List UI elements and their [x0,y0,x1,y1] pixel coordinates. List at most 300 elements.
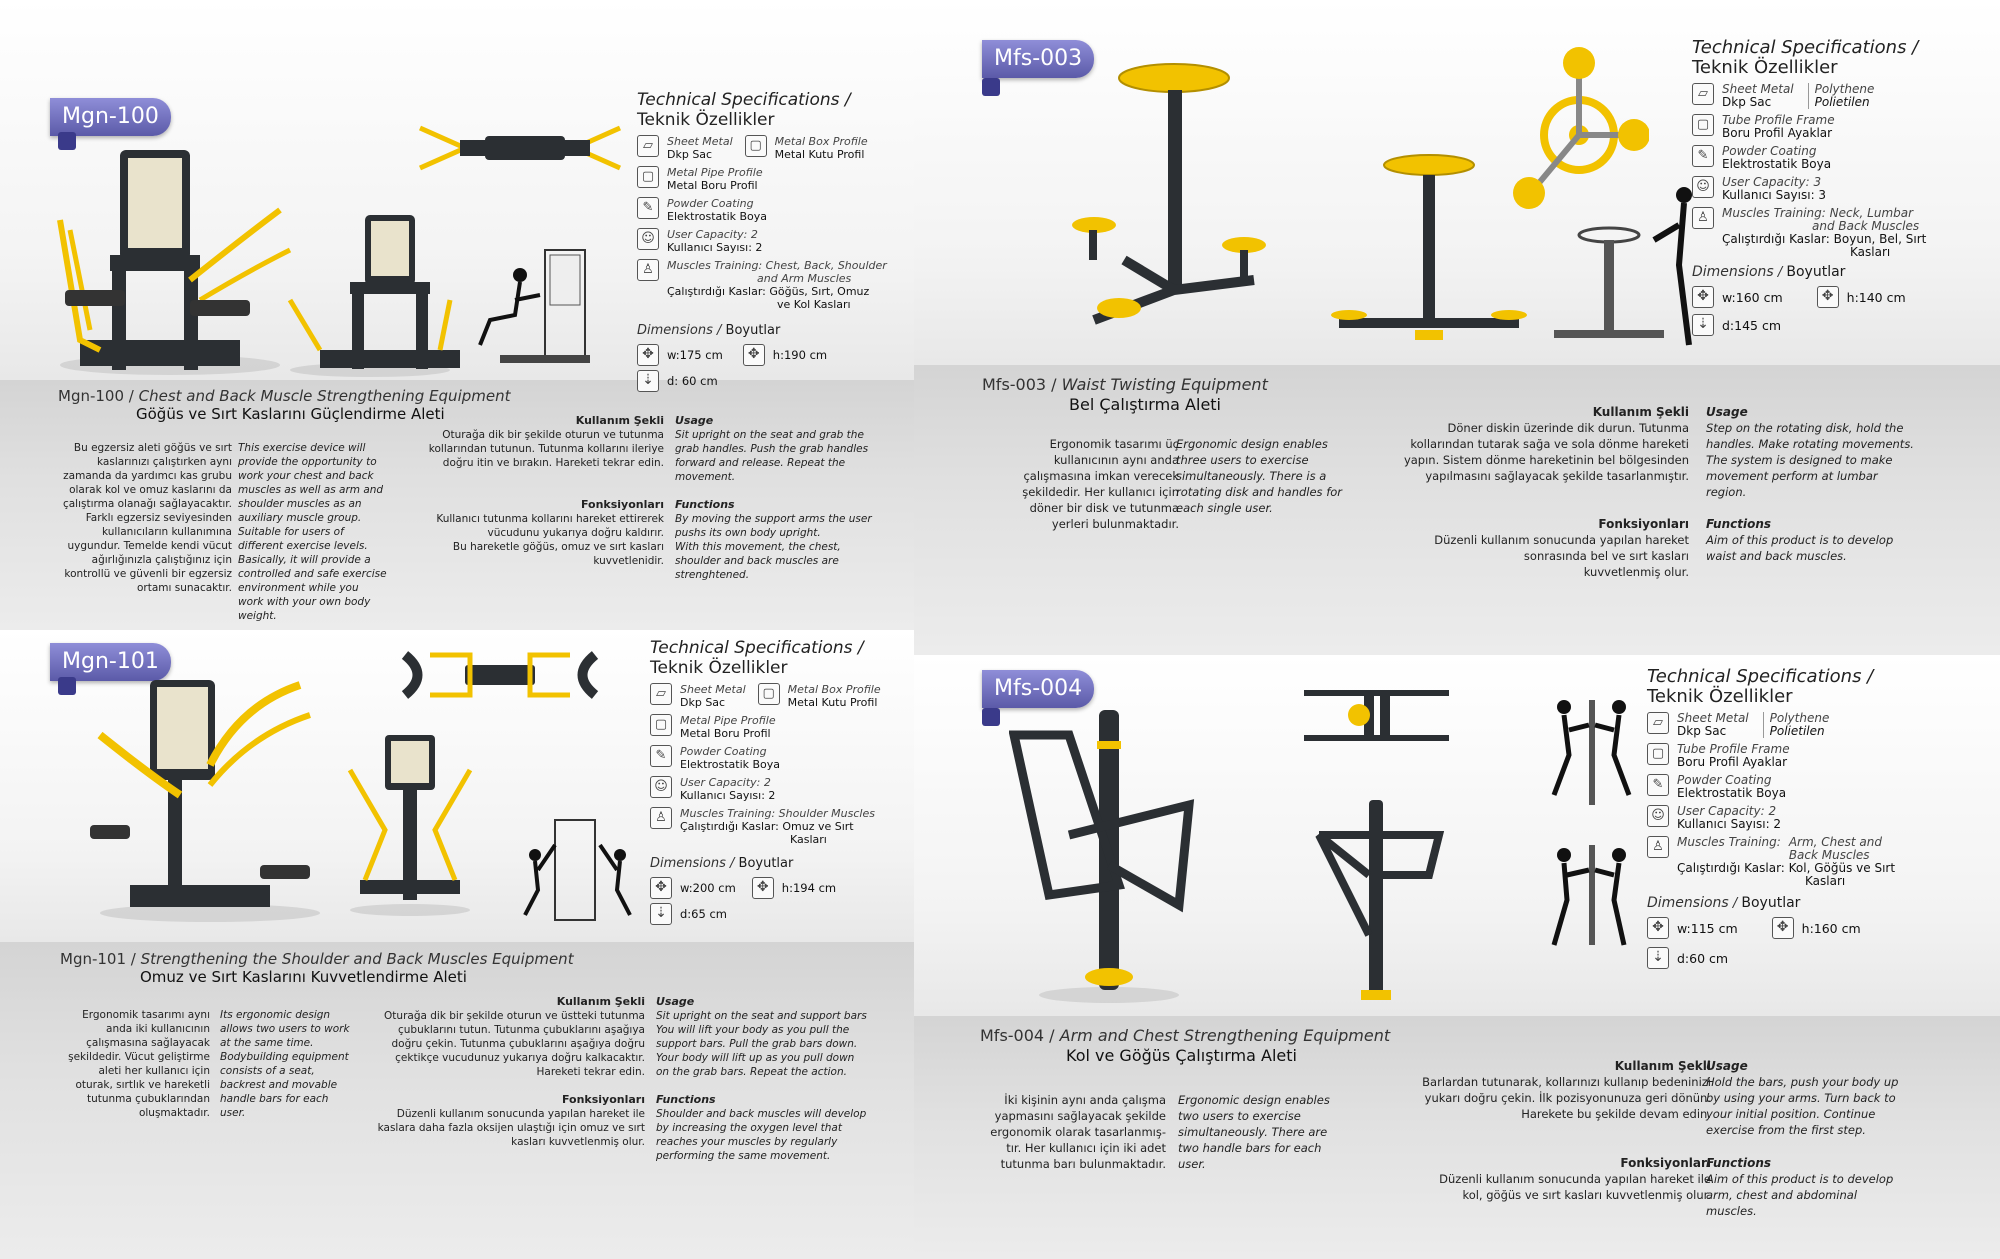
sheet-metal-icon: ▱ [1647,712,1669,734]
muscles-label-2: and Arm Muscles [757,272,852,285]
coat-label: Powder Coating [1677,773,1772,787]
equipment-title-tr: Omuz ve Sırt Kaslarını Kuvvetlendirme Aleti [140,968,467,986]
usage-en [1706,1058,1966,1138]
equipment-title-tr: Bel Çalıştırma Aleti [1069,395,1221,414]
spray-gun-icon: ✎ [1647,774,1669,796]
muscles-label: Muscles Training: Chest, Back, Shoulder [667,259,887,272]
machine-front-view [1319,150,1539,350]
frame-label: Tube Profile Frame [1722,113,1835,127]
text-line: handle bars for each [220,1093,329,1105]
depth-value: d:65 cm [680,907,727,921]
box-value: Metal Kutu Profil [787,696,878,709]
text-line: yapmasını sağlayacak şekilde [994,1109,1166,1123]
tube-frame-icon: ▢ [1647,743,1669,765]
users-icon: ☺ [1647,805,1669,827]
description-en [238,441,398,623]
coat-label: Powder Coating [1722,144,1817,158]
capacity-value: Kullanıcı Sayısı: 2 [680,789,776,802]
text-line: region. [1706,485,1747,499]
functions-en [1706,516,1966,564]
machine-front-view [345,730,475,920]
text-line: provide the opportunity to [238,456,377,468]
text-line: Its ergonomic design [220,1009,331,1021]
product-code-badge: Mgn-101 [50,643,171,681]
spec-title-tr: Teknik Özellikler [650,658,788,678]
text-line: anda iki kullanıcının [106,1023,210,1035]
capacity-label: User Capacity: 3 [1722,175,1822,189]
text-line: kollarından tutarak sağa ve sola dönme hareketi [1410,437,1689,451]
usage-heading-tr: Kullanım Şekli [575,414,664,427]
title-en: Strengthening the Shoulder and Back Muscles Equipment [140,950,574,968]
text-line: kullanıcıların kullanımına [101,526,232,538]
coat-value: Elektrostatik Boya [680,758,781,771]
functions-heading-tr: Fonksiyonları [561,1093,645,1106]
badge-tab [982,78,1000,96]
muscles-value-2: Kasları [1850,245,1891,259]
text-line: kullanıcının aynı anda [1053,453,1179,467]
text-line: oluşmaktadır. [138,1107,210,1119]
text-line: yapın. Sistem dönme hareketinin bel bölgesinden [1403,453,1689,467]
users-icon: ☺ [1692,176,1714,198]
product-panel-mgn-101 [0,630,914,1259]
functions-tr [370,1093,645,1149]
sheet-value: Dkp Sac [1677,724,1727,738]
muscle-icon: ♙ [650,807,672,829]
tech-specs: Technical Specifications / Teknik Özellikler ▱ Sheet Metal Dkp Sac Polythene Polietilen ▢ Tube Profile Frame Boru Profil Ayaklar ✎ Powder Coating Elektrostatik Boya ☺ User Capacity: 2 Kullanıcı Sayısı: 2 ♙ Muscles Training: Arm, Chest and Back Muscles Çalıştırdığı Kaslar: Kol, Göğüs ve Sırt Kasları Dimensions / Boyutlar ✥ w:115 cm ✥ h:160 cm ⇣ d:60 cm [1647,667,1947,969]
text-line: kaslara daha fazla oksijen ulaştığı için omuz ve sırt [377,1122,645,1134]
text-line: kuvvetlenmiş olur. [1583,565,1689,579]
text-line: Hold the bars, push your body up [1706,1075,1899,1089]
machine-main-view [90,675,330,925]
text-line: döner bir disk ve tutunma [1029,501,1179,515]
usage-tr [410,414,664,470]
text-line: Aim of this product is to develop [1706,533,1894,547]
text-line: Düzenli kullanım sonucunda yapılan hareket ile [396,1108,645,1120]
text-line: tutunma çubuklarından [86,1093,210,1105]
height-value: h:190 cm [772,348,828,362]
tech-specs: Technical Specifications / Teknik Özellikler ▱ Sheet Metal Dkp Sac ▢ Metal Box Profile Metal Kutu Profil ▢ Metal Pipe Profile Metal Boru Profil ✎ Powder Coating Elektrostatik Boya ☺ User Capacity: 2 Kullanıcı Sayısı: 2 ♙ Muscles Training: Shoulder Muscles Çalıştırdığı Kaslar: Omuz ve Sırt Kasları Dimensions / Boyutlar ✥ w:200 cm ✥ h:194 cm ⇣ d:65 cm [650,638,910,925]
dims-title-tr: Boyutlar [738,856,794,871]
functions-tr [1354,516,1689,580]
height-value: h:160 cm [1801,920,1861,936]
description-en [1176,436,1366,516]
text-line: Sit upright on the seat and grab the [675,429,864,441]
text-line: rotating disk and handles for [1176,485,1343,499]
text-line: yerleri bulunmaktadır. [1051,517,1179,531]
sheet-value: Dkp Sac [667,148,713,161]
height-icon: ✥ [752,877,774,899]
text-line: ergonomik olarak tasarlanmış- [990,1125,1166,1139]
product-panel-mfs-003 [914,0,2000,655]
muscles-label-2: and Back Muscles [1812,219,1920,233]
text-line: İki kişinin aynı anda çalışma [1004,1093,1166,1107]
text-line: user. [220,1107,246,1119]
dims-title: Dimensions [637,323,713,338]
text-line: çektikçe vucudunuz yukarıya doğru kalkacaktır. [395,1052,645,1064]
usage-tr [370,995,645,1079]
machine-main-view [1009,705,1209,1005]
text-line: tutunma barı bulunmaktadır. [1000,1157,1166,1171]
dims-title-tr: Boyutlar [1741,895,1801,911]
text-line: oturak, sırtlık ve hareketli [75,1079,210,1091]
text-line: performing the same movement. [656,1150,831,1162]
muscles-value-2: ve Kol Kasları [777,298,851,311]
depth-icon: ⇣ [637,370,659,392]
dims-title: Dimensions [650,856,726,871]
usage-illustration [1544,185,1694,355]
sheet-label: Sheet Metal [667,135,733,148]
spec-title-tr: Teknik Özellikler [1647,686,1793,707]
pipe-value: Metal Boru Profil [680,727,771,740]
text-line: each single user. [1176,501,1273,515]
depth-icon: ⇣ [650,903,672,925]
text-line: user. [1178,1157,1206,1171]
usage-heading-en: Usage [1706,1059,1748,1073]
text-line: consists of a seat, [220,1065,315,1077]
box-profile-icon: ▢ [758,683,780,705]
text-line: work with your own body [238,596,371,608]
text-line: allows two users to work [220,1023,350,1035]
users-icon: ☺ [650,776,672,798]
text-line: shoulder muscles as an [238,498,362,510]
width-value: w:160 cm [1722,289,1783,305]
polythene-value: Polietilen [1769,724,1825,738]
functions-heading-tr: Fonksiyonları [1598,517,1689,531]
product-panel-mfs-004 [914,655,2000,1259]
usage-illustration [520,815,640,930]
text-line: Ergonomic design enables [1176,437,1328,451]
dims-title: Dimensions [1692,264,1774,280]
text-line: Farklı egzersiz seviyesinden [85,512,232,524]
text-line: Ergonomik tasarımı aynı [82,1009,210,1021]
polythene-label: Polythene [1814,82,1875,96]
text-line: olarak kol ve omuz kaslarını da [69,484,232,496]
text-line: Sit upright on the seat and support bars [656,1010,867,1022]
pipe-profile-icon: ▢ [637,166,659,188]
text-line: arm, chest and abdominal [1706,1188,1858,1202]
box-value: Metal Kutu Profil [774,148,865,161]
text-line: by increasing the oxygen level that [656,1122,842,1134]
muscles-label: Muscles Training: Shoulder Muscles [680,807,875,820]
text-line: your initial position. Continue [1706,1107,1876,1121]
text-line: backrest and movable [220,1079,338,1091]
functions-heading-tr: Fonksiyonları [1620,1156,1711,1170]
equipment-title [58,387,510,405]
text-line: çubuklarını tutun. Tutunma çubuklarını aşağıya [398,1024,645,1036]
description-tr [974,1092,1166,1172]
box-profile-icon: ▢ [745,135,767,157]
text-line: ortamı sunacaktır. [136,582,232,594]
height-value: h:194 cm [781,881,837,895]
equipment-title [60,950,574,968]
usage-heading-en: Usage [1706,405,1748,419]
description-en [220,1008,370,1120]
machine-main-view [1064,60,1274,350]
spec-title-tr: Teknik Özellikler [1692,57,1838,78]
pipe-label: Metal Pipe Profile [667,166,763,179]
functions-en [1706,1155,1966,1219]
sheet-label: Sheet Metal [1722,82,1794,96]
height-icon: ✥ [743,344,765,366]
product-code-badge: Mfs-003 [982,40,1094,78]
text-line: support bars. Pull the grab bars down. [656,1038,858,1050]
polythene-value: Polietilen [1814,95,1870,109]
text-line: Oturağa dik bir şekilde oturun ve tutunma [442,429,664,441]
text-line: You will lift your body as you pull the [656,1024,850,1036]
spec-title: Technical Specifications / [1692,37,1919,58]
sheet-value: Dkp Sac [1722,95,1772,109]
usage-illustration [1539,695,1649,955]
depth-icon: ⇣ [1692,314,1714,336]
functions-tr [410,498,664,568]
width-icon: ✥ [650,877,672,899]
text-line: tır. Her kullanıcı için iki adet [1006,1141,1166,1155]
capacity-label: User Capacity: 2 [680,776,771,789]
text-line: yapılmasını sağlayacak şekilde tasarlanmıştır. [1425,469,1689,483]
text-line: Düzenli kullanım sonucunda yapılan hareket ile [1439,1172,1711,1186]
muscle-icon: ♙ [637,259,659,281]
depth-value: d:60 cm [1677,950,1729,966]
dims-title-tr: Boyutlar [725,323,781,338]
text-line: Hareketi tekrar edin. [536,1066,645,1078]
width-icon: ✥ [1692,286,1714,308]
muscles-label: Muscles Training: [1677,835,1781,849]
text-line: uygundur. Temelde kendi vücut [67,540,232,552]
coat-value: Elektrostatik Boya [1722,157,1832,171]
muscles-value-2: Kasları [1805,874,1846,888]
title-code: Mgn-101 / [60,950,136,968]
text-line: yukarı doğru çekin. İlk pozisyonunuza geri dönün. [1424,1091,1711,1105]
spec-title: Technical Specifications / [650,638,864,658]
text-line: kontrollü ve güvenli bir egzersiz [64,568,232,580]
text-line: kasları kuvvetlenmiş olur. [511,1136,645,1148]
tech-specs: Technical Specifications / Teknik Özellikler ▱ Sheet Metal Dkp Sac Polythene Polietilen ▢ Tube Profile Frame Boru Profil Ayaklar ✎ Powder Coating Elektrostatik Boya ☺ User Capacity: 3 Kullanıcı Sayısı: 3 ♙ Muscles Training: Neck, Lumbar and Back Muscles Çalıştırdığı Kaslar: Boyun, Bel, Sırt Kasları Dimensions / Boyutlar ✥ w:160 cm ✥ h:140 cm ⇣ d:145 cm [1692,38,1992,336]
usage-en [1706,404,1966,500]
text-line: kaslarınızı çalıştırken aynı [97,456,232,468]
usage-heading-en: Usage [675,414,714,427]
text-line: weight. [238,610,277,622]
text-line: Your body will lift up as you pull down [656,1052,855,1064]
title-en: Chest and Back Muscle Strengthening Equipment [138,387,511,405]
coat-value: Elektrostatik Boya [667,210,768,223]
frame-value: Boru Profil Ayaklar [1677,755,1788,769]
pipe-value: Metal Boru Profil [667,179,758,192]
text-line: Döner diskin üzerinde dik durun. Tutunma [1447,421,1689,435]
text-line: doğru itin ve bırakın. Hareketi tekrar edin. [442,457,664,469]
text-line: muscles. [1706,1204,1757,1218]
text-line: environment while you [238,582,359,594]
depth-value: d:145 cm [1722,317,1782,333]
width-value: w:175 cm [667,348,723,362]
frame-label: Tube Profile Frame [1677,742,1790,756]
text-line: Aim of this product is to develop [1706,1172,1894,1186]
text-line: strenghtened. [675,569,750,581]
text-line: Bodybuilding equipment [220,1051,349,1063]
machine-top-view [1304,685,1449,745]
capacity-value: Kullanıcı Sayısı: 2 [1677,817,1782,831]
description-tr [60,441,232,595]
text-line: kol, göğüs ve sırt kasları kuvvetlenmiş olur. [1462,1188,1711,1202]
machine-front-view [280,210,460,380]
text-line: This exercise device will [238,442,366,454]
spec-title: Technical Specifications / [637,90,851,110]
text-line: simultaneously. There is a [1176,469,1327,483]
text-line: kuvvetlenidir. [593,555,664,567]
coat-value: Elektrostatik Boya [1677,786,1787,800]
product-panel-mgn-100 [0,0,914,630]
pipe-label: Metal Pipe Profile [680,714,776,727]
text-line: movement. [675,471,736,483]
text-line: at the same time. [220,1037,314,1049]
description-en [1178,1092,1368,1172]
depth-icon: ⇣ [1647,947,1669,969]
usage-en [656,995,906,1079]
text-line: auxiliary muscle group. [238,512,362,524]
text-line: Harekete bu şekilde devam edin. [1521,1107,1711,1121]
text-line: Ergonomic design enables [1178,1093,1330,1107]
muscles-value: Çalıştırdığı Kaslar: Kol, Göğüs ve Sırt [1677,861,1896,875]
text-line: sonrasında bel ve sırt kasları [1523,549,1689,563]
sheet-label: Sheet Metal [1677,711,1749,725]
muscle-icon: ♙ [1692,207,1714,229]
text-line: Suitable for users of [238,526,344,538]
sheet-metal-icon: ▱ [1692,83,1714,105]
muscles-value-2: Kasları [790,833,827,846]
usage-en [675,414,905,484]
text-line: two handle bars for each [1178,1141,1322,1155]
text-line: The system is designed to make [1706,453,1893,467]
text-line: exercise from the first step. [1706,1123,1866,1137]
product-code-badge: Mgn-100 [50,98,171,136]
dims-title: Dimensions [1647,895,1729,911]
usage-heading-tr: Kullanım Şekli [1614,1059,1711,1073]
width-value: w:200 cm [680,881,736,895]
text-line: Düzenli kullanım sonucunda yapılan hareket [1434,533,1689,547]
text-line: grab handles. Push the grab handles [675,443,869,455]
width-icon: ✥ [637,344,659,366]
users-icon: ☺ [637,228,659,250]
text-line: forward and release. Repeat the [675,457,846,469]
coat-label: Powder Coating [667,197,754,210]
text-line: two users to exercise [1178,1109,1301,1123]
text-line: Shoulder and back muscles will develop [656,1108,867,1120]
functions-en [656,1093,906,1163]
text-line: three users to exercise [1176,453,1309,467]
text-line: Ergonomik tasarımı üç [1049,437,1179,451]
description-tr [50,1008,210,1120]
machine-front-view [1309,795,1449,1005]
text-line: by using your arms. Turn back to [1706,1091,1896,1105]
height-icon: ✥ [1817,286,1839,308]
box-label: Metal Box Profile [787,683,881,696]
coat-label: Powder Coating [680,745,767,758]
text-line: waist and back muscles. [1706,549,1847,563]
equipment-title-tr: Kol ve Göğüs Çalıştırma Aleti [1066,1046,1297,1065]
spray-gun-icon: ✎ [650,745,672,767]
text-line: handles. Make rotating movements. [1706,437,1914,451]
text-line: ağırlığınızla çalıştığınız için [91,554,232,566]
title-code: Mfs-004 / [980,1026,1055,1045]
functions-tr [1364,1155,1711,1203]
machine-main-view [40,140,300,380]
text-line: Kullanıcı tutunma kollarını hareket ettirerek [436,513,664,525]
box-label: Metal Box Profile [774,135,868,148]
width-value: w:115 cm [1677,920,1738,936]
capacity-label: User Capacity: 2 [1677,804,1777,818]
functions-en [675,498,905,582]
text-line: şekildedir. Her kullanıcı için [1022,485,1179,499]
machine-top-view [400,640,600,710]
width-icon: ✥ [1647,917,1669,939]
usage-heading-tr: Kullanım Şekli [556,995,645,1008]
muscles-value: Çalıştırdığı Kaslar: Göğüs, Sırt, Omuz [667,285,870,298]
pipe-profile-icon: ▢ [650,714,672,736]
sheet-metal-icon: ▱ [637,135,659,157]
depth-value: d: 60 cm [667,374,718,388]
text-line: With this movement, the chest, [675,541,841,553]
badge-tab [982,708,1000,726]
text-line: Oturağa dik bir şekilde oturun ve üstteki tutunma [384,1010,645,1022]
capacity-label: User Capacity: 2 [667,228,758,241]
muscles-value: Çalıştırdığı Kaslar: Boyun, Bel, Sırt [1722,232,1927,246]
capacity-value: Kullanıcı Sayısı: 2 [667,241,763,254]
functions-heading-tr: Fonksiyonları [580,498,664,511]
functions-heading-en: Functions [656,1093,716,1106]
text-line: doğru çekin. Tutunma çubuklarını aşağıya doğru [391,1038,645,1050]
text-line: different exercise levels. [238,540,368,552]
muscles-label-r2: Back Muscles [1788,848,1870,862]
spec-title: Technical Specifications / [1647,666,1874,687]
height-value: h:140 cm [1846,289,1906,305]
text-line: reaches your muscles by regularly [656,1136,838,1148]
tube-frame-icon: ▢ [1692,114,1714,136]
title-en: Arm and Chest Strengthening Equipment [1059,1026,1391,1045]
dims-title-tr: Boyutlar [1786,264,1846,280]
text-line: aleti her kullanıcı için [98,1065,210,1077]
text-line: simultaneously. There are [1178,1125,1328,1139]
equipment-title [980,1027,1390,1045]
equipment-title [982,376,1268,394]
text-line: Bu egzersiz aleti göğüs ve sırt [73,442,232,454]
text-line: vücudunu yukarıya doğru kaldırır. [487,527,664,539]
sheet-label: Sheet Metal [680,683,746,696]
functions-heading-en: Functions [1706,1156,1772,1170]
text-line: çalışmasına sağlayacak [86,1037,210,1049]
tech-specs: Technical Specifications / Teknik Özellikler ▱ Sheet Metal Dkp Sac ▢ Metal Box Profile Metal Kutu Profil ▢ Metal Pipe Profile Metal Boru Profil ✎ Powder Coating Elektrostatik Boya ☺ User Capacity: 2 Kullanıcı Sayısı: 2 ♙ Muscles Training: Chest, Back, Shoulder and Arm Muscles Çalıştırdığı Kaslar: Göğüs, Sırt, Omuz ve Kol Kasları Dimensions / Boyutlar ✥ w:175 cm ✥ h:190 cm ⇣ d: 60 cm [637,90,907,392]
text-line: pushs its own body upright. [675,527,821,539]
title-code: Mgn-100 / [58,387,134,405]
text-line: Barlardan tutunarak, kollarınızı kullanıp bedeninizi [1422,1075,1711,1089]
spec-title-tr: Teknik Özellikler [637,110,775,130]
usage-illustration [470,245,600,375]
muscle-icon: ♙ [1647,836,1669,858]
polythene-label: Polythene [1769,711,1830,725]
muscles-label: Muscles Training: Neck, Lumbar [1722,206,1914,220]
text-line: on the grab bars. Repeat the action. [656,1066,847,1078]
sheet-value: Dkp Sac [680,696,726,709]
text-line: By moving the support arms the user [675,513,872,525]
usage-tr [1364,1058,1711,1122]
title-code: Mfs-003 / [982,375,1057,394]
spray-gun-icon: ✎ [1692,145,1714,167]
usage-heading-tr: Kullanım Şekli [1592,405,1689,419]
text-line: çalışmasına imkan verecek [1023,469,1179,483]
text-line: zamanda da yardımcı kas grubu [63,470,232,482]
description-tr [994,436,1179,532]
text-line: controlled and safe exercise [238,568,387,580]
muscles-value: Çalıştırdığı Kaslar: Omuz ve Sırt [680,820,854,833]
text-line: Step on the rotating disk, hold the [1706,421,1904,435]
